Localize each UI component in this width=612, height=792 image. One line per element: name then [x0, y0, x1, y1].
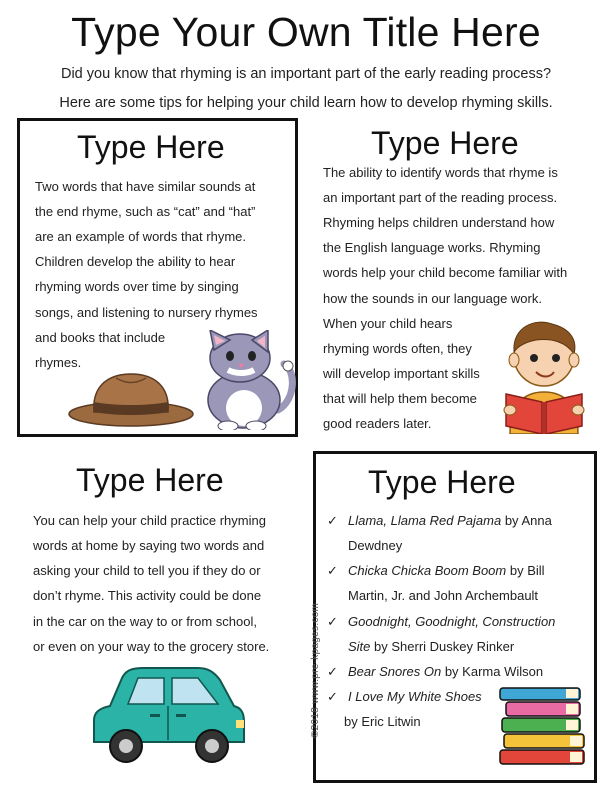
- hat-illustration: [66, 368, 196, 430]
- body-line: words help your child become familiar with: [323, 265, 568, 280]
- book-list-item-cont: Dewdney: [348, 538, 403, 553]
- body-line: When your child hears: [323, 316, 453, 331]
- book-list-item-cont: Site by Sherri Duskey Rinker: [348, 639, 515, 654]
- body-line: You can help your child practice rhyming: [33, 513, 266, 528]
- boy-reading-illustration: [496, 316, 592, 434]
- section-heading: Type Here: [76, 462, 224, 498]
- body-line: how the sounds in our language work.: [323, 291, 542, 306]
- page-title: Type Your Own Title Here: [71, 9, 541, 55]
- book-list-item: I Love My White Shoes: [348, 689, 482, 704]
- body-line: or even on your way to the grocery store.: [33, 639, 270, 654]
- book-list-item: Goodnight, Goodnight, Construction: [348, 614, 556, 629]
- book-list-item: Chicka Chicka Boom Boom by Bill: [348, 563, 545, 578]
- body-line: Two words that have similar sounds at: [35, 179, 256, 194]
- body-line: that will help them become: [323, 391, 477, 406]
- book-list-item: Bear Snores On by Karma Wilson: [348, 664, 544, 679]
- body-line: good readers later.: [323, 416, 432, 431]
- body-line: The ability to identify words that rhyme is: [323, 165, 558, 180]
- body-line: rhyming words over time by singing: [35, 279, 239, 294]
- book-list-item-cont: by Eric Litwin: [344, 714, 421, 729]
- body-line: are an example of words that rhyme.: [35, 229, 246, 244]
- body-line: Children develop the ability to hear: [35, 254, 236, 269]
- book-list-item-cont: Martin, Jr. and John Archembault: [348, 588, 539, 603]
- book-list-item: Llama, Llama Red Pajama by Anna: [348, 513, 552, 528]
- check-icon: ✓: [327, 563, 338, 578]
- check-icon: ✓: [327, 689, 338, 704]
- body-line: asking your child to tell you if they do or: [33, 563, 261, 578]
- body-line: rhymes.: [35, 355, 82, 370]
- intro-line-1: Did you know that rhyming is an important part of the early reading process?: [60, 66, 552, 82]
- body-line: don’t rhyme. This activity could be done: [33, 588, 262, 603]
- body-line: rhyming words often, they: [323, 341, 472, 356]
- section-heading: Type Here: [368, 464, 516, 500]
- cat-illustration: [200, 330, 296, 430]
- copyright-watermark: ©2018 www.pre-kpages.com: [310, 602, 321, 738]
- body-line: an important part of the reading process.: [323, 190, 558, 205]
- body-line: songs, and listening to nursery rhymes: [35, 305, 258, 320]
- body-line: the English language works. Rhyming: [323, 240, 541, 255]
- body-line: will develop important skills: [323, 366, 480, 381]
- intro-line-2: Here are some tips for helping your child learn how to develop rhyming skills.: [59, 95, 553, 111]
- check-icon: ✓: [327, 664, 338, 679]
- books-stack-illustration: [498, 686, 588, 768]
- body-line: and books that include: [35, 330, 166, 345]
- body-line: words at home by saying two words and: [33, 538, 265, 553]
- check-icon: ✓: [327, 513, 338, 528]
- car-illustration: [88, 664, 248, 768]
- check-icon: ✓: [327, 614, 338, 629]
- section-heading: Type Here: [77, 129, 225, 165]
- body-line: Rhyming helps children understand how: [323, 215, 555, 230]
- body-line: the end rhyme, such as “cat” and “hat”: [35, 204, 256, 219]
- body-line: in the car on the way to or from school,: [33, 614, 257, 629]
- section-heading: Type Here: [371, 125, 519, 161]
